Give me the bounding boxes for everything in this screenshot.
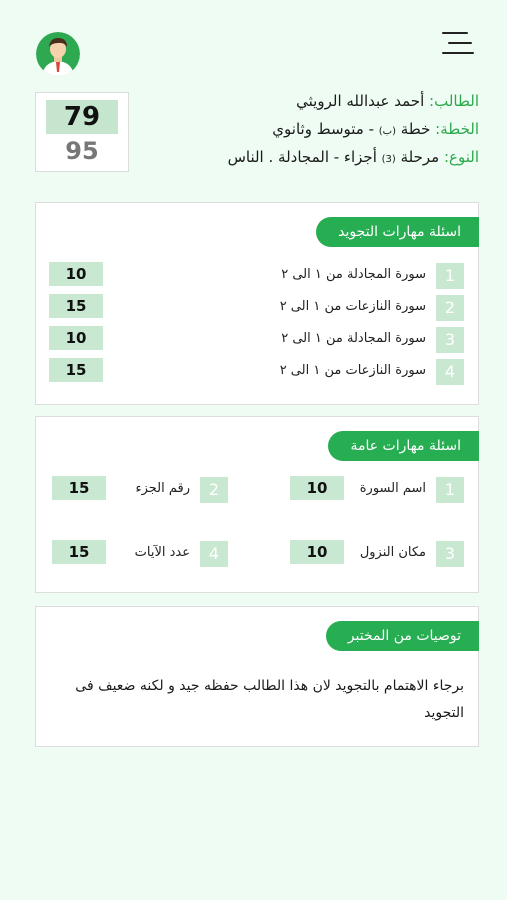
recommendations-card: [35, 606, 479, 747]
menu-button[interactable]: [440, 30, 476, 56]
question-number: 4: [200, 541, 228, 567]
student-name: أحمد عبدالله الرويثي: [296, 92, 425, 110]
question-score: 15: [52, 540, 106, 564]
question-label: اسم السورة: [359, 481, 426, 496]
plan-line: [272, 120, 479, 138]
question-score: 10: [290, 540, 344, 564]
question-number: 2: [436, 295, 464, 321]
question-label: سورة المجادلة من ١ الى ٢: [281, 331, 426, 346]
recommendations-text: برجاء الاهتمام بالتجويد لان هذا الطالب حفظه جيد و لكنه ضعيف فى التجويد: [75, 678, 464, 721]
recommendations-title: توصيات من المختبر: [326, 621, 479, 651]
question-label: عدد الآيات: [134, 545, 190, 560]
question-number: 1: [436, 263, 464, 289]
score-card: [35, 92, 129, 172]
question-label: سورة النازعات من ١ الى ٢: [279, 299, 426, 314]
type-value-post: أجزاء - المجادلة . الناس: [227, 148, 382, 166]
question-number: 1: [436, 477, 464, 503]
student-name-label: الطالب:: [429, 92, 479, 110]
question-number: 3: [436, 327, 464, 353]
plan-value-small: (ب): [378, 126, 396, 137]
total-score: 95: [65, 137, 99, 165]
student-name-line: [296, 92, 479, 110]
type-label: النوع:: [443, 148, 479, 166]
type-line: [228, 148, 479, 166]
menu-icon-line: [448, 42, 472, 44]
plan-label: الخطة:: [435, 120, 479, 138]
menu-icon: [442, 32, 468, 34]
general-questions-card: [35, 416, 479, 593]
question-label: مكان النزول: [359, 545, 426, 560]
question-label: رقم الجزء: [135, 481, 190, 496]
question-label: سورة المجادلة من ١ الى ٢: [281, 267, 426, 282]
question-score: 15: [49, 294, 103, 318]
question-score: 10: [290, 476, 344, 500]
tajweed-questions-card: [35, 202, 479, 405]
plan-value-post: - متوسط وثانوي: [272, 120, 379, 138]
question-score: 15: [52, 476, 106, 500]
question-score: 15: [49, 358, 103, 382]
general-card-title: اسئلة مهارات عامة: [328, 431, 479, 461]
type-value-small: (3): [381, 154, 396, 165]
question-score: 10: [49, 262, 103, 286]
type-value-pre: مرحلة: [395, 148, 440, 166]
obtained-score: 79: [46, 100, 118, 134]
plan-value-pre: خطة: [396, 120, 431, 138]
question-number: 3: [436, 541, 464, 567]
question-number: 4: [436, 359, 464, 385]
question-number: 2: [200, 477, 228, 503]
menu-icon-line: [442, 52, 474, 54]
student-avatar-icon[interactable]: [36, 32, 80, 76]
question-score: 10: [49, 326, 103, 350]
tajweed-card-title: اسئلة مهارات التجويد: [316, 217, 479, 247]
question-label: سورة النازعات من ١ الى ٢: [279, 363, 426, 378]
